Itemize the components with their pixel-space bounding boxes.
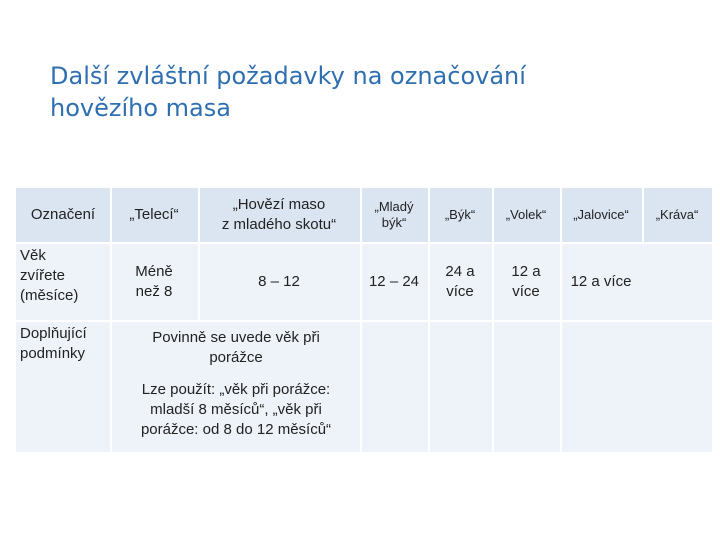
slide-title <box>50 60 690 124</box>
title-line-1: Další zvláštní požadavky na označování <box>50 62 526 90</box>
label-vek-line3: (měsíce) <box>20 287 79 304</box>
cell-byk-vek <box>428 262 492 302</box>
grid-col-3 <box>360 188 362 452</box>
header-byk-text: „Býk“ <box>444 207 476 222</box>
label-doplnujici-podminky <box>20 324 112 364</box>
cell-jalovice-krava-vek-text: 12 a více <box>570 273 632 290</box>
cell-teleci-vek-line1: Méně <box>135 263 173 280</box>
cell-podminky-lze-line1: Lze použít: „věk při porážce: <box>141 381 331 398</box>
grid-col-6 <box>560 188 562 452</box>
cell-byk-vek-line2: více <box>446 283 474 300</box>
cell-podminky-povinne-line2: porážce <box>209 349 263 366</box>
header-teleci-text: „Telecí“ <box>129 206 179 223</box>
grid-line-row1 <box>16 320 712 322</box>
header-hovezi <box>198 188 360 242</box>
cell-podminky-lze-line2: mladší 8 měsíců“, „věk při <box>150 401 322 418</box>
cell-podminky-lze-line3: porážce: od 8 do 12 měsíců“ <box>140 421 332 438</box>
cell-teleci-vek <box>110 262 198 302</box>
header-byk <box>428 188 492 242</box>
label-vek-zvirete <box>20 246 110 306</box>
grid-line-header <box>16 242 712 244</box>
cell-podminky-povinne-line1: Povinně se uvede věk při <box>152 329 320 346</box>
label-podminky-line2: podmínky <box>20 345 86 362</box>
cell-mlady-vek-text: 12 – 24 <box>368 273 420 290</box>
header-krava <box>642 188 712 242</box>
header-teleci <box>110 188 198 242</box>
cell-jalovice-krava-vek <box>560 272 642 292</box>
cell-volek-vek <box>492 262 560 302</box>
grid-col-7 <box>642 188 644 242</box>
header-oznaceni <box>16 188 110 242</box>
label-vek-line2: zvířete <box>20 267 66 284</box>
cell-hovezi-vek-text: 8 – 12 <box>258 273 300 290</box>
cell-teleci-vek-line2: než 8 <box>135 283 173 300</box>
cell-volek-vek-line2: více <box>512 283 540 300</box>
title-line-2: hovězího masa <box>50 94 231 122</box>
header-krava-text: „Kráva“ <box>655 207 699 222</box>
header-volek-text: „Volek“ <box>505 207 547 222</box>
header-mlady-byk <box>360 188 428 242</box>
label-vek-line1: Věk <box>20 247 46 264</box>
cell-mlady-vek <box>360 272 428 292</box>
header-hovezi-line2: z mladého skotu“ <box>221 216 337 233</box>
cell-podminky-povinne <box>112 328 360 368</box>
header-hovezi-line1: „Hovězí maso <box>232 196 326 213</box>
grid-col-1 <box>110 188 112 452</box>
grid-col-5 <box>492 188 494 452</box>
header-oznaceni-text: Označení <box>30 206 96 223</box>
grid-col-2 <box>198 188 200 322</box>
cell-podminky-lze-pouzit <box>112 380 360 440</box>
header-mlady-line1: „Mladý <box>374 199 414 214</box>
header-jalovice <box>560 188 642 242</box>
header-mlady-line2: býk“ <box>381 215 407 230</box>
header-jalovice-text: „Jalovice“ <box>573 207 629 222</box>
grid-col-4 <box>428 188 430 452</box>
cell-hovezi-vek <box>198 272 360 292</box>
label-podminky-line1: Doplňující <box>20 325 87 342</box>
cell-volek-vek-line1: 12 a <box>511 263 541 280</box>
header-volek <box>492 188 560 242</box>
cell-byk-vek-line1: 24 a <box>445 263 475 280</box>
